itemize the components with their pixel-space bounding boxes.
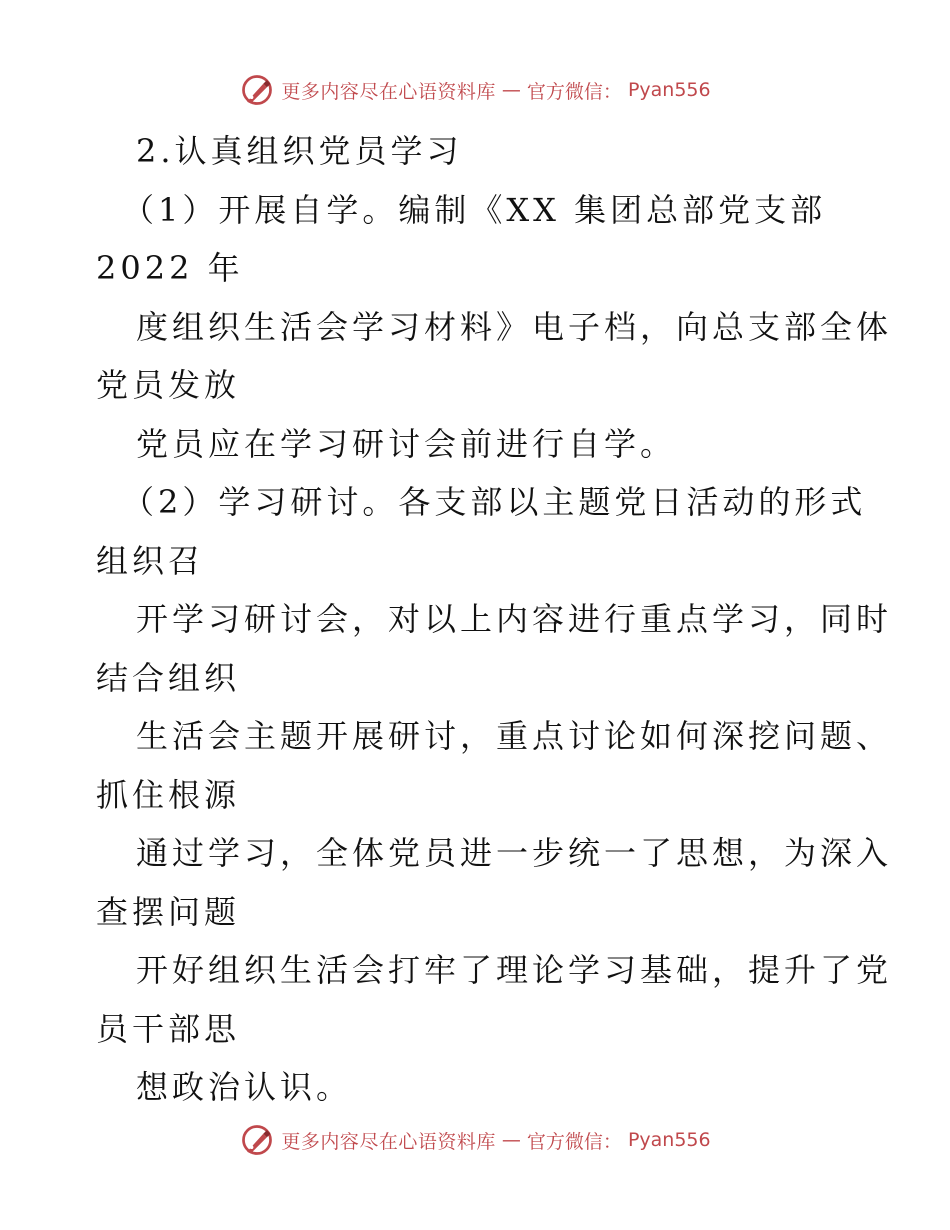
footer-banner-text: 更多内容尽在心语资料库 bbox=[281, 1130, 496, 1153]
text-line: 2.认真组织党员学习 bbox=[136, 132, 463, 170]
pen-logo-icon bbox=[239, 72, 275, 108]
header-banner-text: 更多内容尽在心语资料库 bbox=[281, 80, 496, 103]
text-line: 度组织生活会学习材料》电子档，向总支部全体 bbox=[136, 307, 893, 346]
header-banner bbox=[0, 68, 950, 112]
header-wechat-label: 官方微信： bbox=[526, 80, 622, 103]
text-line: 开好组织生活会打牢了理论学习基础，提升了党 bbox=[136, 951, 893, 989]
text-line: 通过学习，全体党员进一步统一了思想，为深入 bbox=[136, 834, 893, 872]
text-line: 生活会主题开展研讨，重点讨论如何深挖问题、 bbox=[136, 717, 893, 755]
footer-banner bbox=[0, 1118, 950, 1162]
text-line: 抓住根源 bbox=[96, 775, 241, 814]
text-line: （2）学习研讨。各支部以主题党日活动的形式 bbox=[122, 483, 867, 521]
footer-wechat-id: Pyan556 bbox=[627, 1129, 711, 1151]
text-line: 查摆问题 bbox=[96, 892, 241, 931]
text-line: 组织召 bbox=[96, 541, 205, 580]
text-line: 结合组织 bbox=[96, 658, 241, 697]
document-body bbox=[96, 122, 896, 1117]
text-line: 2022 年 bbox=[96, 249, 244, 287]
pen-logo-icon bbox=[239, 1122, 275, 1158]
text-line: 党员应在学习研讨会前进行自学。 bbox=[136, 424, 677, 463]
text-line: 想政治认识。 bbox=[136, 1068, 353, 1106]
text-line: 开学习研讨会，对以上内容进行重点学习，同时 bbox=[136, 600, 893, 638]
header-wechat-id: Pyan556 bbox=[627, 79, 711, 101]
text-line: 党员发放 bbox=[96, 366, 241, 404]
header-banner-separator: — bbox=[501, 79, 521, 101]
text-line: 员干部思 bbox=[96, 1009, 241, 1048]
text-line: （1）开展自学。编制《XX 集团总部党支部 bbox=[122, 190, 827, 229]
footer-wechat-label: 官方微信： bbox=[526, 1130, 622, 1153]
footer-banner-separator: — bbox=[501, 1129, 521, 1151]
